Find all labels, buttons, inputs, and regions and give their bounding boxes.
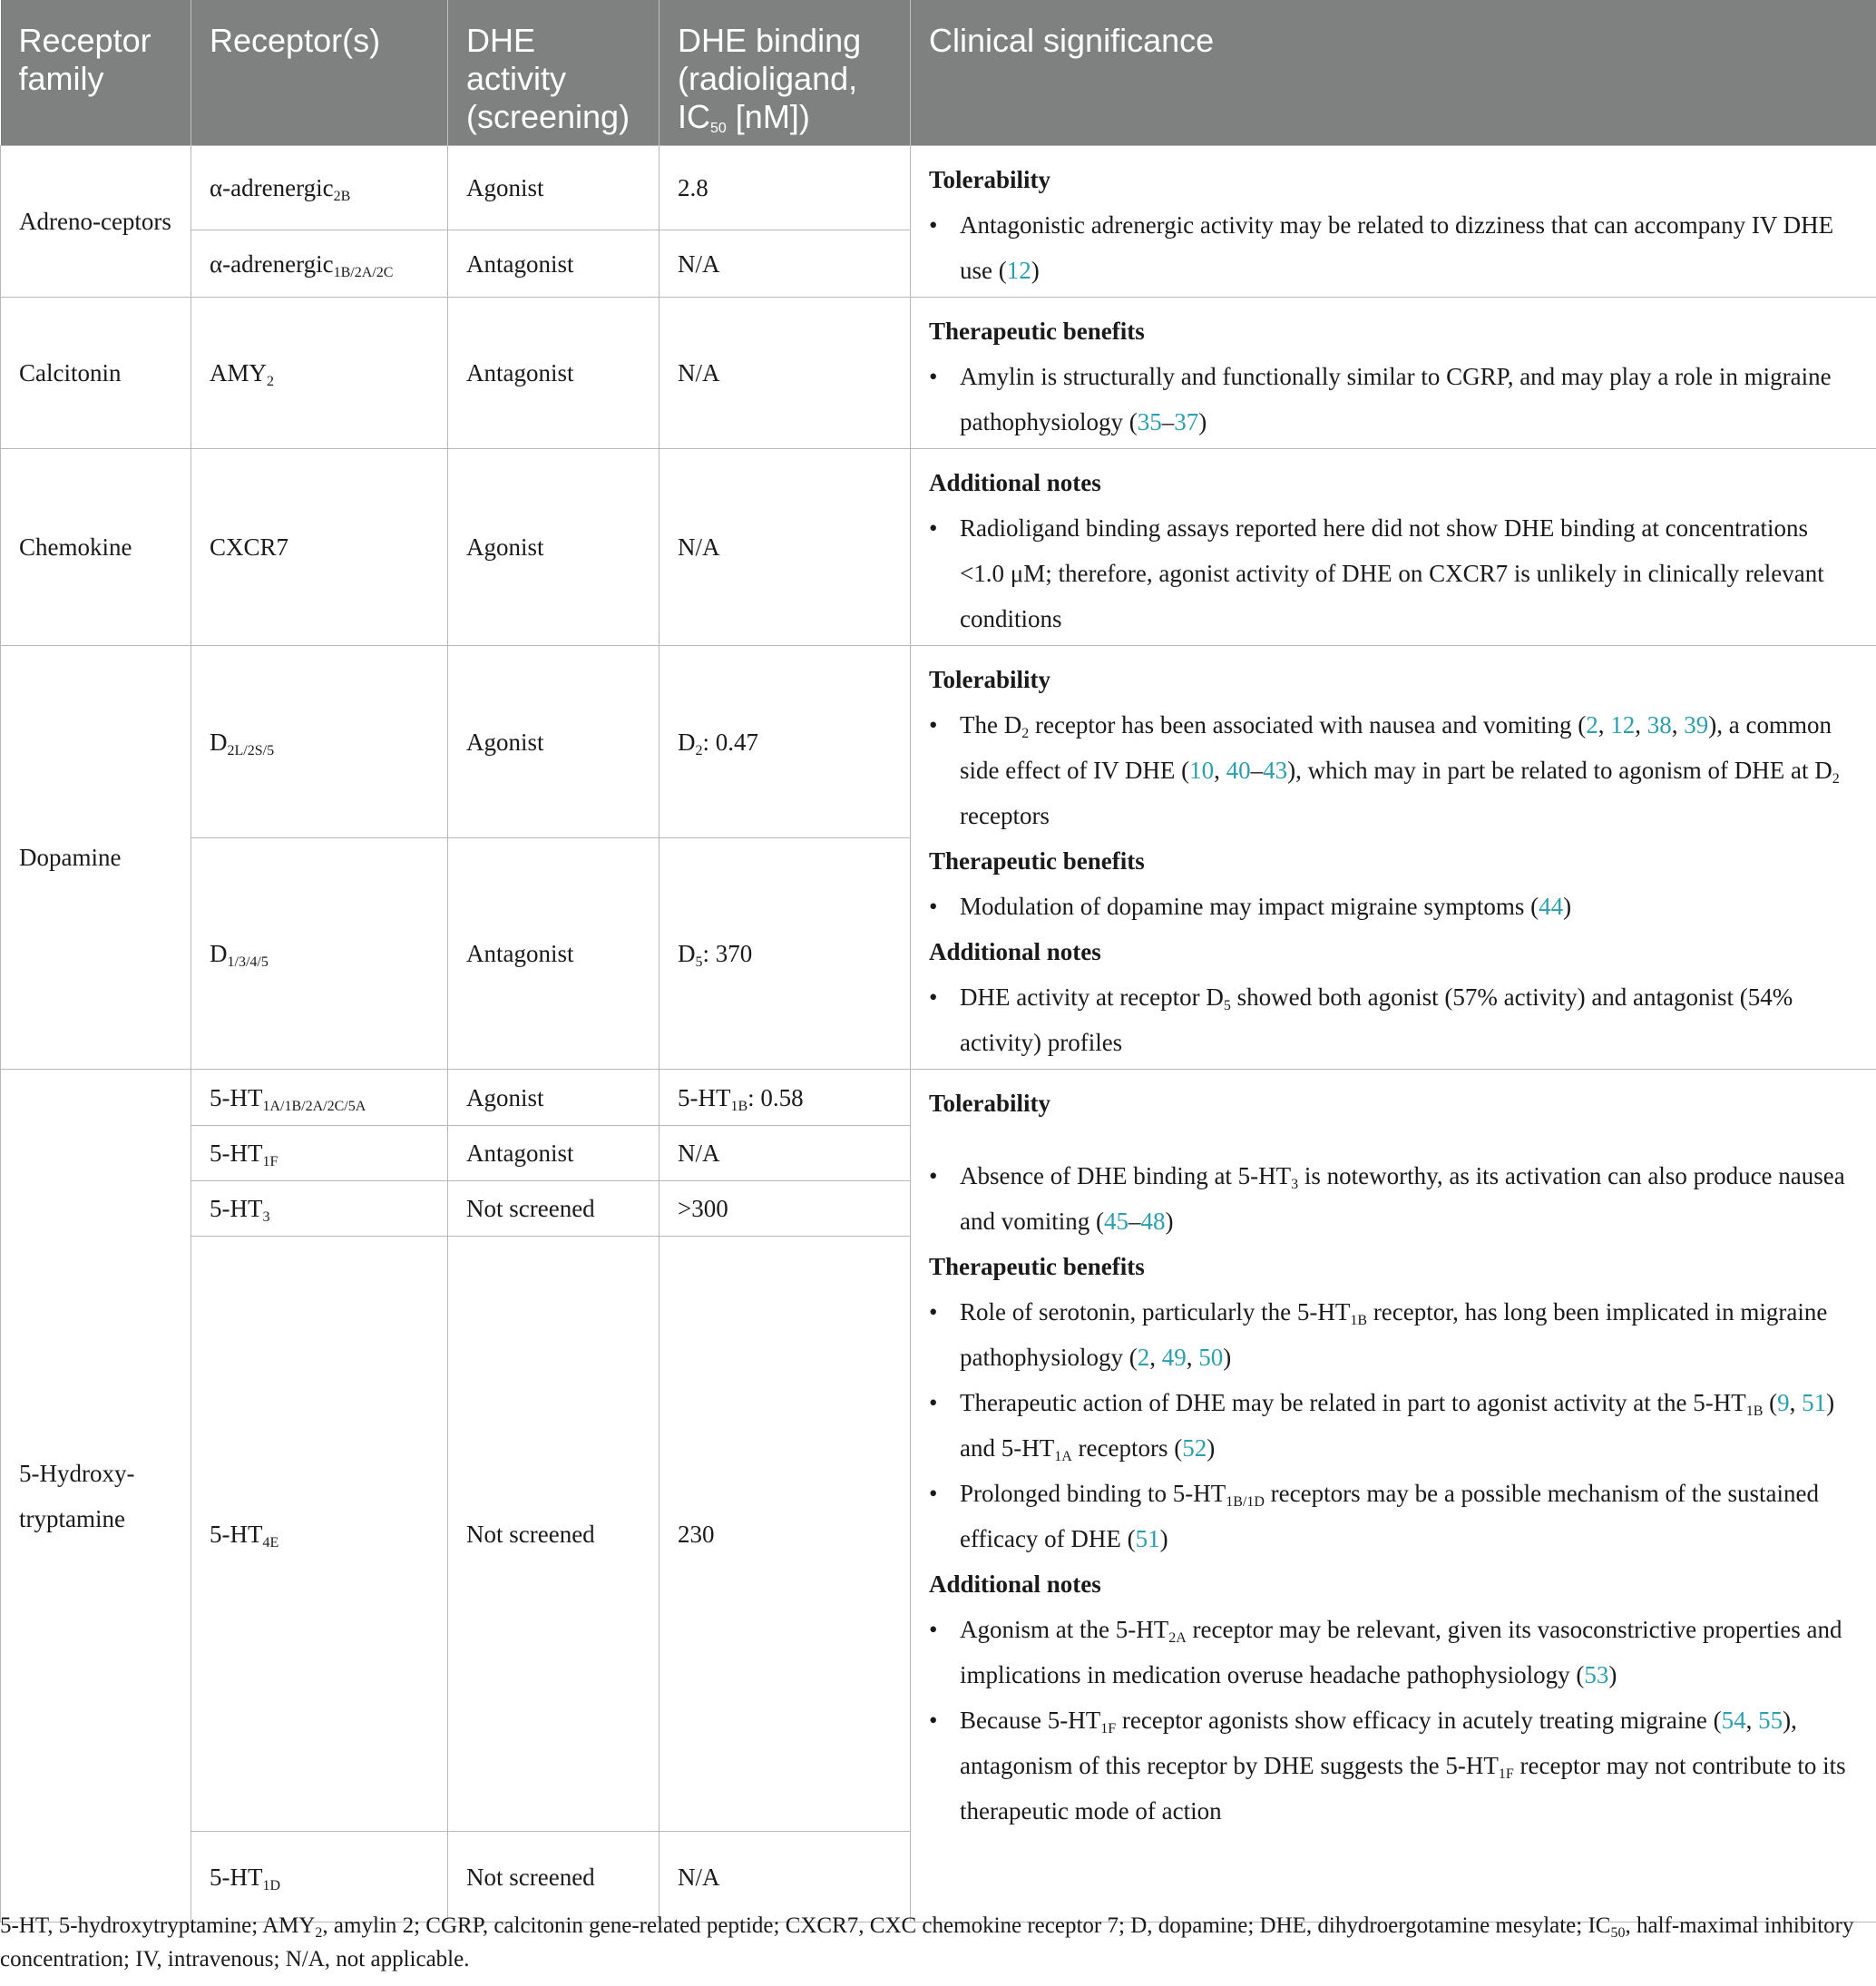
reference-link[interactable]: 45 xyxy=(1103,1208,1129,1235)
reference-link[interactable]: 39 xyxy=(1684,711,1709,739)
reference-link[interactable]: 35 xyxy=(1137,408,1162,435)
activity-cell: Agonist xyxy=(448,1070,660,1126)
clinical-cell xyxy=(911,449,1876,646)
activity-cell: Agonist xyxy=(448,646,660,838)
reference-link[interactable]: 40 xyxy=(1226,757,1251,784)
family-cell: Calcitonin xyxy=(1,298,191,449)
section-heading: Additional notes xyxy=(929,938,1101,965)
binding-cell: N/A xyxy=(660,1126,911,1181)
reference-link[interactable]: 53 xyxy=(1584,1661,1609,1688)
bullet-item: • Radioligand binding assays reported here did not show DHE binding at concentrations <1.0 μM; therefore, agonist activity of DHE on CXCR7 is unlikely in clinically relevant conditions xyxy=(960,505,1858,641)
table-footnote: 5-HT, 5-hydroxytryptamine; $AMY_2$, amylin 2; CGRP, calcitonin gene-related peptide; CXCR7, CXC chemokine receptor 7; D, dopamine; DHE, dihydroergotamine mesylate; $IC_{50}$, half-maximal inhibitory concentration; IV, intravenous; N/A, not applicable. xyxy=(0,1913,1854,1971)
reference-link[interactable]: 9 xyxy=(1777,1389,1790,1416)
binding-cell: >300 xyxy=(660,1181,911,1237)
family-cell: Chemokine xyxy=(1,449,191,646)
bullet-item: • DHE activity at receptor $D_5$ showed both agonist (57% activity) and antagonist (54% activity) profiles xyxy=(960,974,1858,1065)
binding-cell: N/A xyxy=(660,298,911,449)
receptor-cell: $5-HT_3$ xyxy=(191,1181,448,1237)
reference-link[interactable]: 52 xyxy=(1182,1434,1207,1462)
activity-cell: Antagonist xyxy=(448,1126,660,1181)
header-receptors: Receptor(s) xyxy=(191,0,448,146)
binding-cell: $D_5$: 370 xyxy=(660,838,911,1070)
receptor-cell: $5-HT_{1F}$ xyxy=(191,1126,448,1181)
reference-link[interactable]: 12 xyxy=(1610,711,1636,739)
reference-link[interactable]: 10 xyxy=(1189,757,1215,784)
binding-cell: $D_2$: 0.47 xyxy=(660,646,911,838)
bullet-item: • Role of serotonin, particularly the $5-HT_{1B}$ receptor, has long been implicated in migraine pathophysiology (2, 49, 50) xyxy=(960,1289,1858,1380)
bullet-item: • Absence of DHE binding at $5-HT_3$ is noteworthy, as its activation can also produce nausea and vomiting (45–48) xyxy=(960,1153,1858,1244)
table-row xyxy=(1,1070,1876,1126)
family-cell: Adreno-ceptors xyxy=(1,146,191,298)
activity-cell: Agonist xyxy=(448,146,660,230)
header-dhe-binding: DHE binding (radioligand, $IC_{50}$ [nM]) xyxy=(660,0,911,146)
receptor-cell: CXCR7 xyxy=(191,449,448,646)
receptor-cell: $5-HT_{1A/1B/2A/2C/5A}$ xyxy=(191,1070,448,1126)
reference-link[interactable]: 2 xyxy=(1586,711,1598,739)
clinical-cell xyxy=(911,298,1876,449)
activity-cell: Antagonist xyxy=(448,230,660,298)
bullet-item: • Because $5-HT_{1F}$ receptor agonists show efficacy in acutely treating migraine (54, 55), antagonism of this receptor by DHE suggests the $5-HT_{1F}$ receptor may not contribute to its therapeutic mode of action xyxy=(960,1697,1858,1834)
section-heading: Therapeutic benefits xyxy=(929,318,1145,345)
reference-link[interactable]: 51 xyxy=(1135,1525,1160,1552)
receptor-cell: $D_{2L/2S/5}$ xyxy=(191,646,448,838)
activity-cell: Antagonist xyxy=(448,298,660,449)
bullet-item: • Prolonged binding to $5-HT_{1B/1D}$ receptors may be a possible mechanism of the sustained efficacy of DHE (51) xyxy=(960,1471,1858,1561)
binding-cell: N/A xyxy=(660,449,911,646)
receptor-cell: $5-HT_{1D}$ xyxy=(191,1832,448,1922)
bullet-item: • The $D_2$ receptor has been associated with nausea and vomiting (2, 12, 38, 39), a common side effect of IV DHE (10, 40–43), which may in part be related to agonism of DHE at $D_2$ receptors xyxy=(960,702,1858,838)
reference-link[interactable]: 12 xyxy=(1006,257,1031,284)
binding-cell: 2.8 xyxy=(660,146,911,230)
receptor-cell: $5-HT_{4E}$ xyxy=(191,1237,448,1832)
activity-cell: Antagonist xyxy=(448,838,660,1070)
table-row xyxy=(1,646,1876,838)
binding-cell: N/A xyxy=(660,1832,911,1922)
reference-link[interactable]: 43 xyxy=(1263,757,1288,784)
reference-link[interactable]: 2 xyxy=(1137,1344,1150,1371)
header-row xyxy=(1,0,1876,146)
section-heading: Additional notes xyxy=(929,469,1101,496)
activity-cell: Agonist xyxy=(448,449,660,646)
section-heading: Tolerability xyxy=(929,166,1051,193)
table-row xyxy=(1,146,1876,230)
section-heading: Additional notes xyxy=(929,1570,1101,1598)
reference-link[interactable]: 44 xyxy=(1539,893,1564,920)
receptor-cell: α-adrenergic$_{2B}$ xyxy=(191,146,448,230)
header-dhe-activity: DHE activity (screening) xyxy=(448,0,660,146)
clinical-cell xyxy=(911,1070,1876,1922)
bullet-item: • Agonism at the $5-HT_{2A}$ receptor may be relevant, given its vasoconstrictive properties and implications in medication overuse headache pathophysiology (53) xyxy=(960,1607,1858,1697)
receptor-cell: α-adrenergic$_{1B/2A/2C}$ xyxy=(191,230,448,298)
binding-cell: $5-HT_{1B}$: 0.58 xyxy=(660,1070,911,1126)
reference-link[interactable]: 51 xyxy=(1802,1389,1827,1416)
receptor-cell: $D_{1/3/4/5}$ xyxy=(191,838,448,1070)
table-row xyxy=(1,449,1876,646)
header-receptor-family: Receptor family xyxy=(1,0,191,146)
activity-cell: Not screened xyxy=(448,1237,660,1832)
bullet-item: • Antagonistic adrenergic activity may be related to dizziness that can accompany IV DHE use (12) xyxy=(960,202,1858,293)
bullet-item: • Modulation of dopamine may impact migraine symptoms (44) xyxy=(960,884,1858,929)
family-cell: 5-Hydroxy-tryptamine xyxy=(1,1070,191,1922)
reference-link[interactable]: 55 xyxy=(1758,1707,1783,1734)
reference-link[interactable]: 48 xyxy=(1140,1208,1166,1235)
clinical-cell xyxy=(911,146,1876,298)
header-clinical-significance: Clinical significance xyxy=(911,0,1876,146)
bullet-item: • Therapeutic action of DHE may be related in part to agonist activity at the $5-HT_{1B}$ (9, 51) and $5-HT_{1A}$ receptors (52) xyxy=(960,1380,1858,1471)
activity-cell: Not screened xyxy=(448,1832,660,1922)
section-heading: Tolerability xyxy=(929,666,1051,693)
binding-cell: N/A xyxy=(660,230,911,298)
section-heading: Tolerability xyxy=(929,1090,1051,1117)
reference-link[interactable]: 49 xyxy=(1161,1344,1187,1371)
reference-link[interactable]: 54 xyxy=(1721,1707,1746,1734)
table-row xyxy=(1,298,1876,449)
reference-link[interactable]: 50 xyxy=(1198,1344,1224,1371)
section-heading: Therapeutic benefits xyxy=(929,847,1145,875)
activity-cell: Not screened xyxy=(448,1181,660,1237)
section-heading: Therapeutic benefits xyxy=(929,1253,1145,1280)
binding-cell: 230 xyxy=(660,1237,911,1832)
reference-link[interactable]: 37 xyxy=(1174,408,1199,435)
receptor-cell: $AMY_2$ xyxy=(191,298,448,449)
clinical-cell xyxy=(911,646,1876,1070)
reference-link[interactable]: 38 xyxy=(1646,711,1672,739)
bullet-item: • Amylin is structurally and functionally similar to CGRP, and may play a role in migraine pathophysiology (35–37) xyxy=(960,354,1858,445)
family-cell: Dopamine xyxy=(1,646,191,1070)
